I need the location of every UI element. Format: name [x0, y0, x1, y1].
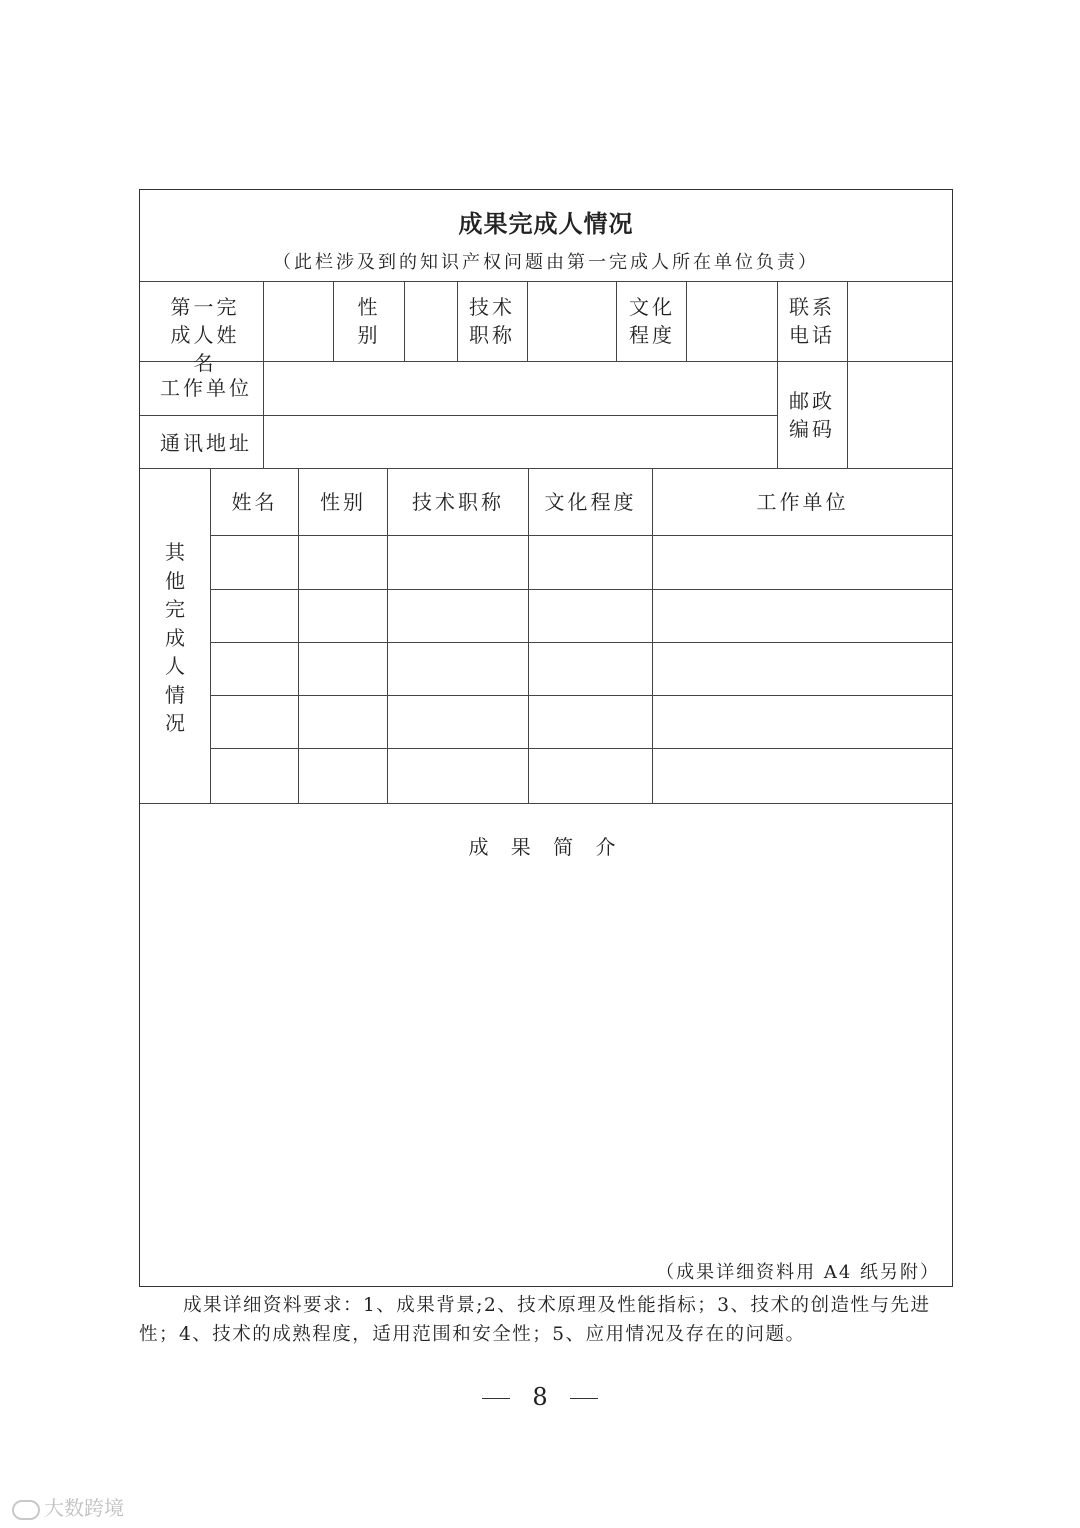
- rule: [210, 468, 211, 803]
- watermark-logo-icon: [12, 1500, 40, 1520]
- rule: [140, 415, 263, 416]
- page-number: [0, 1383, 1080, 1411]
- rule: [387, 468, 388, 803]
- dash-right: [570, 1398, 598, 1399]
- postcode-label: 邮政编码: [789, 389, 835, 441]
- requirements-text: 成果详细资料要求：1、成果背景;2、技术原理及性能指标；3、技术的创造性与先进性；4、技术的成熟程度，适用范围和安全性；5、应用情况及存在的问题。: [139, 1295, 931, 1345]
- rule: [263, 281, 264, 468]
- rule: [528, 468, 529, 803]
- rule: [777, 281, 778, 468]
- attachment-note: （成果详细资料用 A4 纸另附）: [656, 1262, 940, 1283]
- rule: [140, 361, 952, 362]
- watermark: [12, 1492, 124, 1521]
- rule: [210, 535, 952, 536]
- technical-title-label: 技术职称: [469, 295, 515, 347]
- rule: [210, 589, 952, 590]
- rule: [298, 468, 299, 803]
- workplace-label: 工作单位: [160, 376, 252, 400]
- summary-heading: 成 果 简 介: [468, 835, 624, 859]
- first-person-name-label: 第一完成人姓名: [170, 295, 240, 375]
- column-header-education: 文化程度: [544, 490, 637, 514]
- column-header-gender: 性别: [320, 490, 366, 514]
- rule: [652, 468, 653, 803]
- rule: [210, 748, 952, 749]
- column-header-title: 技术职称: [412, 490, 504, 514]
- dash-left: [482, 1398, 510, 1399]
- rule: [140, 468, 952, 469]
- column-header-name: 姓名: [231, 490, 278, 514]
- rule: [686, 281, 687, 361]
- rule: [210, 695, 952, 696]
- rule: [140, 803, 952, 804]
- rule: [847, 281, 848, 468]
- form-title: 成果完成人情况: [458, 209, 634, 238]
- other-persons-label: 其他完成人情况: [165, 540, 185, 735]
- rule: [616, 281, 617, 361]
- address-label: 通讯地址: [160, 431, 252, 455]
- rule: [140, 281, 952, 282]
- watermark-text: 大数跨境: [44, 1496, 124, 1520]
- achievement-form: [139, 189, 953, 1287]
- form-subtitle: （此栏涉及到的知识产权问题由第一完成人所在单位负责）: [273, 252, 819, 273]
- column-header-workplace: 工作单位: [756, 490, 849, 514]
- rule: [457, 281, 458, 361]
- rule: [263, 415, 777, 416]
- rule: [333, 281, 334, 361]
- education-label: 文化程度: [629, 295, 675, 347]
- page-number-value: 8: [532, 1383, 548, 1411]
- rule: [404, 281, 405, 361]
- rule: [527, 281, 528, 361]
- phone-label: 联系电话: [789, 295, 835, 347]
- gender-label: 性别: [357, 295, 381, 347]
- rule: [210, 642, 952, 643]
